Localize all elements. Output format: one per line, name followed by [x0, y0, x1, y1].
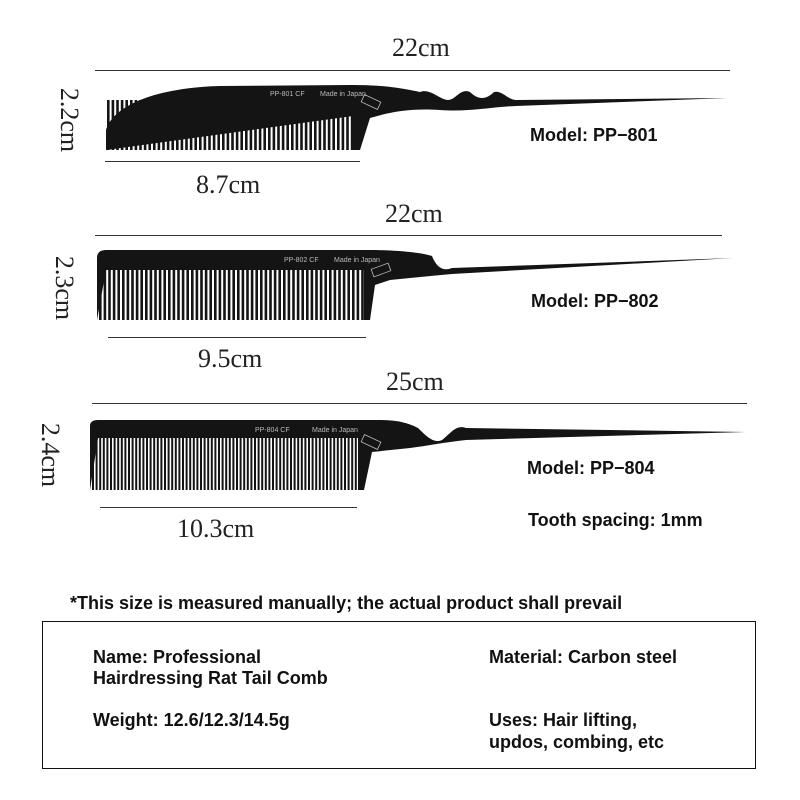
comb-made-in: Made in Japan [312, 427, 358, 434]
comb-tooth [348, 436, 350, 490]
comb-tooth [308, 436, 310, 490]
comb-tooth [254, 436, 256, 490]
comb-tooth [164, 436, 166, 490]
comb-tooth [157, 436, 159, 490]
comb-body [90, 420, 746, 490]
comb-tooth [225, 436, 227, 490]
comb-tooth [168, 436, 170, 490]
comb-tooth [290, 436, 292, 490]
comb-tooth [322, 436, 324, 490]
comb-tooth [312, 436, 314, 490]
model-label: Model: PP−801 [530, 125, 658, 145]
comb-tooth [250, 436, 252, 490]
comb-tooth [200, 436, 202, 490]
comb-tooth [351, 436, 353, 490]
length-label: 22cm [385, 199, 443, 228]
spec-uses-line2: updos, combing, etc [489, 732, 665, 752]
comb-tooth [330, 436, 332, 490]
comb-tooth [222, 436, 224, 490]
comb-tooth [337, 436, 339, 490]
teeth-length-line [100, 507, 357, 508]
teeth-length-label: 10.3cm [177, 514, 255, 543]
comb-tooth [319, 436, 321, 490]
comb-tooth [121, 436, 123, 490]
comb-tooth [204, 436, 206, 490]
comb-tooth [279, 436, 281, 490]
spec-name-line2: Hairdressing Rat Tail Comb [93, 668, 328, 688]
comb-tooth [193, 436, 195, 490]
comb-tooth [301, 436, 303, 490]
comb-tooth [139, 436, 141, 490]
comb-imprint: PP-804 CF [255, 427, 290, 434]
comb-tooth [326, 436, 328, 490]
length-label: 22cm [392, 33, 450, 62]
comb-tooth [189, 436, 191, 490]
comb-tooth [178, 436, 180, 490]
comb-tooth [117, 436, 119, 490]
comb-tooth [153, 436, 155, 490]
length-label: 25cm [386, 367, 444, 396]
comb-tooth [96, 436, 98, 490]
comb-tooth [211, 436, 213, 490]
comb-tooth [236, 436, 238, 490]
teeth-length-label: 8.7cm [196, 170, 261, 199]
comb-tooth [268, 436, 270, 490]
teeth-length-label: 9.5cm [198, 344, 263, 373]
comb-tooth [240, 436, 242, 490]
comb-tooth [160, 436, 162, 490]
comb-tooth [355, 436, 357, 490]
comb-tooth [232, 436, 234, 490]
comb-tooth [276, 436, 278, 490]
spec-name-line1: Name: Professional [93, 647, 262, 667]
comb-tooth [171, 436, 173, 490]
comb-tooth [283, 436, 285, 490]
comb-tooth [229, 436, 231, 490]
comb-tooth [146, 436, 148, 490]
model-label: Model: PP−802 [531, 291, 659, 311]
comb-tooth [114, 436, 116, 490]
spec-material: Material: Carbon steel [489, 647, 678, 667]
comb-tooth [110, 436, 112, 490]
comb-tooth [340, 436, 342, 490]
comb-tooth [186, 436, 188, 490]
comb-made-in: Made in Japan [320, 91, 366, 98]
comb-tooth [294, 436, 296, 490]
spec-box [42, 621, 756, 769]
comb-tooth [92, 436, 94, 490]
disclaimer-text: *This size is measured manually; the actual product shall prevail [70, 593, 623, 613]
comb-tooth [304, 436, 306, 490]
comb-teeth [92, 436, 357, 490]
comb-made-in: Made in Japan [334, 257, 380, 264]
comb-tooth [128, 436, 130, 490]
comb-tooth [286, 436, 288, 490]
height-label: 2.2cm [55, 87, 85, 153]
height-label: 2.3cm [50, 255, 80, 321]
comb-tooth [99, 436, 101, 490]
comb-tooth [124, 436, 126, 490]
comb-tooth [150, 436, 152, 490]
comb-tooth [182, 436, 184, 490]
comb-tooth [344, 436, 346, 490]
comb-imprint: PP-802 CF [284, 257, 319, 264]
tooth-spacing-label: Tooth spacing: 1mm [528, 510, 703, 530]
comb-tooth [142, 436, 144, 490]
comb-tooth [135, 436, 137, 490]
comb-tooth [218, 436, 220, 490]
comb-tooth [265, 436, 267, 490]
comb-tooth [315, 436, 317, 490]
comb-tooth [103, 436, 105, 490]
comb-tooth [207, 436, 209, 490]
comb-tooth [261, 436, 263, 490]
comb-tooth [272, 436, 274, 490]
comb-tooth [175, 436, 177, 490]
spec-weight: Weight: 12.6/12.3/14.5g [93, 710, 290, 730]
spec-uses-line1: Uses: Hair lifting, [489, 710, 638, 730]
comb-tooth [243, 436, 245, 490]
comb-tooth [297, 436, 299, 490]
model-label: Model: PP−804 [527, 458, 655, 478]
comb-tooth [196, 436, 198, 490]
comb-tooth [132, 436, 134, 490]
comb-tooth [258, 436, 260, 490]
comb-tooth [333, 436, 335, 490]
height-label: 2.4cm [36, 422, 66, 488]
comb-tooth [247, 436, 249, 490]
comb-tooth [106, 436, 108, 490]
comb-imprint: PP-801 CF [270, 91, 305, 98]
comb-tooth [214, 436, 216, 490]
